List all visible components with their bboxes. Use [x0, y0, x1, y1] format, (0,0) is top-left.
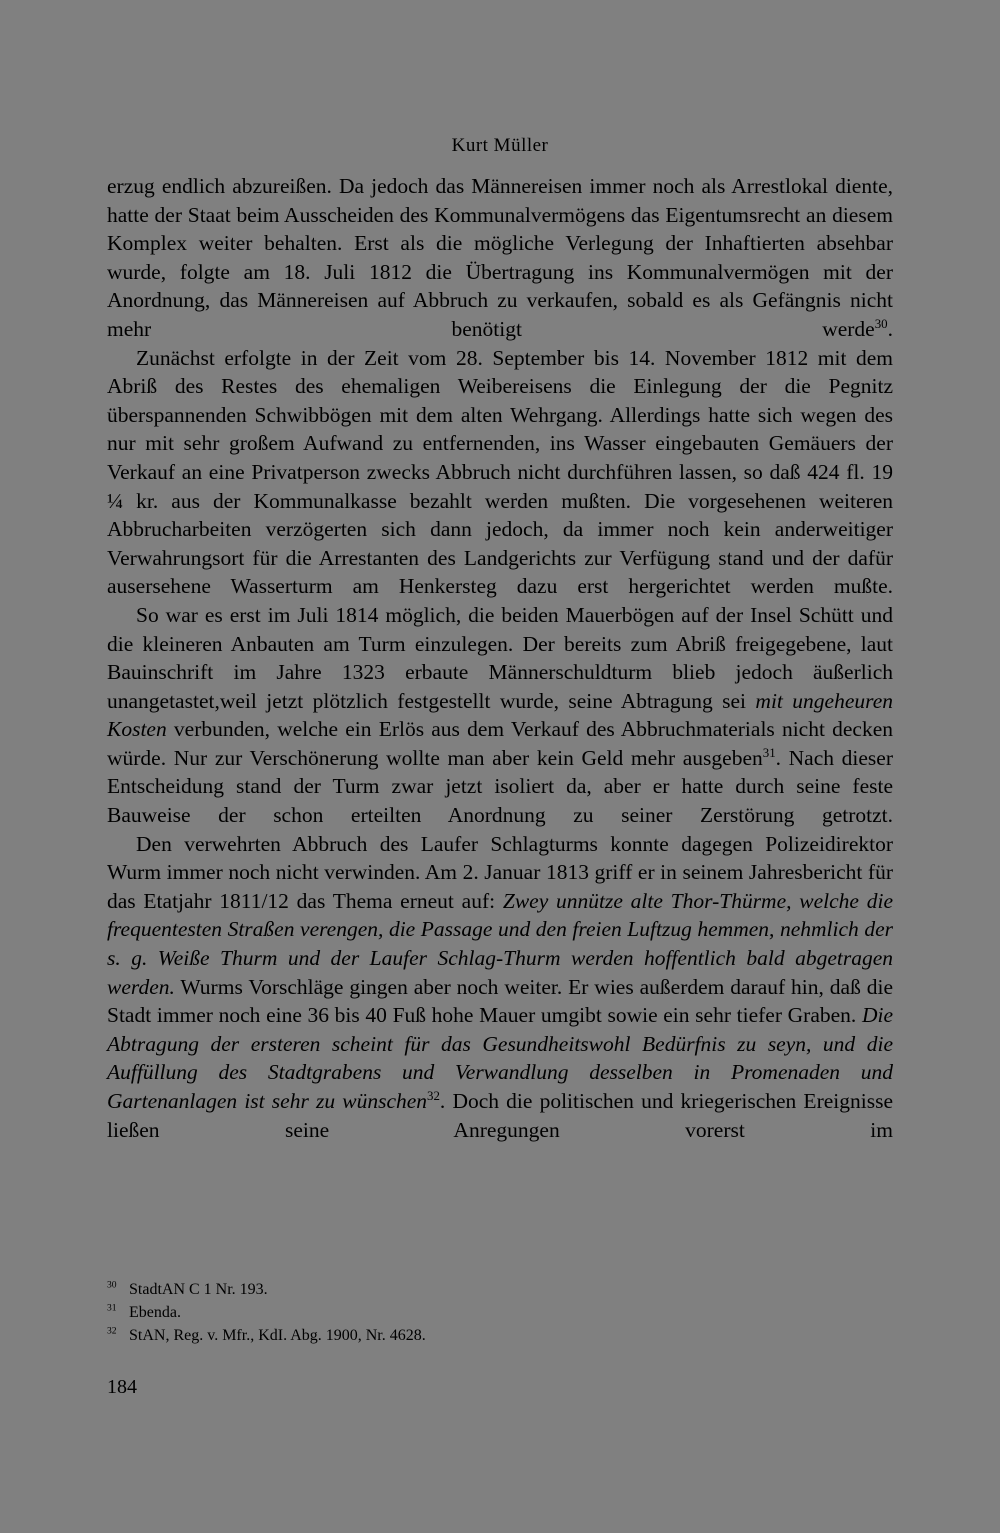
footnote-text: StAN, Reg. v. Mfr., KdI. Abg. 1900, Nr. 4628. — [129, 1327, 426, 1344]
paragraph — [107, 344, 893, 601]
footnote-text: StadtAN C 1 Nr. 193. — [129, 1281, 268, 1298]
footnote-number: 30 — [107, 1279, 117, 1291]
footnote-reference: 32 — [427, 1088, 440, 1103]
text-segment: verbunden, welche ein Erlös aus dem Verkauf des Abbruchmaterials nicht decken würde. Nur zur Verschönerung wollte man aber kein Geld mehr ausgeben — [107, 717, 893, 770]
text-segment: . Nach dieser Entscheidung stand der Turm zwar jetzt isoliert da, aber er hatte durch seine feste Bauweise der schon erteilten Anordnung zu seiner Zerstörung getrotzt. — [107, 745, 894, 828]
emphasis-quote: mit ungeheuren Kosten — [107, 688, 894, 742]
text-segment: erzug endlich abzureißen. Da jedoch das Männereisen immer noch als Arrestlokal diente, hatte der Staat beim Ausscheiden des Kommunalvermögens das Eigentumsrecht an diesem Komplex weiter behalten. Erst als die mögliche Verlegung der Inhaftierten absehbar wurde, folgte am 18. Juli 1812 die Übertragung ins Kommunalvermögen mit der Anordnung, das Männereisen auf Abbruch zu verkaufen, sobald es als Gefängnis nicht mehr benötigt werde — [107, 174, 893, 341]
paragraph — [107, 830, 893, 1145]
text-segment: So war es erst im Juli 1814 möglich, die beiden Mauerbögen auf der Insel Schütt und die kleineren Anbauten am Turm einzulegen. Der bereits zum Abriß freigegebene, laut Bauinschrift im Jahre 1323 erbaute Männerschuldturm blieb jedoch äußerlich unangetastet,weil jetzt plötzlich festgestellt wurde, seine Abtragung sei — [107, 602, 893, 713]
emphasis-quote: Die Abtragung der ersteren scheint für das Gesundheitswohl Bedürfnis zu seyn, und die Auffüllung des Stadtgrabens und Verwandlung desselben in Promenaden und Gartenanlagen ist sehr zu wünschen — [107, 1003, 893, 1113]
footnotes — [107, 1278, 893, 1347]
text-segment: Den verwehrten Abbruch des Laufer Schlagturms konnte dagegen Polizeidirektor Wurm immer noch nicht verwinden. Am 2. Januar 1813 griff er in seinem Jahresbericht für das Etatjahr 1811/12 das Thema erneut auf: — [107, 831, 893, 913]
paragraph — [107, 172, 893, 344]
page-number: 184 — [107, 1376, 137, 1398]
text-segment: . Doch die politischen und kriegerischen Ereignisse ließen seine Anregungen vorerst im — [107, 1089, 893, 1142]
footnote — [107, 1278, 893, 1301]
footnote-text: Ebenda. — [129, 1304, 181, 1321]
running-header: Kurt Müller — [451, 135, 549, 156]
text-segment: Wurms Vorschläge gingen aber noch weiter. Er wies außerdem darauf hin, daß die Stadt immer noch eine 36 bis 40 Fuß hohe Mauer umgibt sowie ein sehr tiefer Graben. — [107, 974, 893, 1028]
footnote-number: 31 — [107, 1302, 117, 1314]
footnote-number: 32 — [107, 1325, 117, 1337]
footnote-reference: 31 — [762, 745, 776, 760]
footnote — [107, 1301, 893, 1324]
paragraph — [107, 601, 893, 830]
footnote-reference: 30 — [874, 316, 888, 331]
footnote — [107, 1324, 893, 1347]
text-segment: . — [887, 316, 893, 341]
body-text — [107, 172, 893, 1144]
text-segment: Zunächst erfolgte in der Zeit vom 28. September bis 14. November 1812 mit dem Abriß des Restes des ehemaligen Weibereisens die Einlegung der die Pegnitz überspannenden Schwibbögen mit dem alten Wehrgang. Allerdings hatte sich wegen des nur mit sehr großem Aufwand zu entfernenden, ins Wasser eingebauten Gemäuers der Verkauf an eine Privatperson zwecks Abbruch nicht durchführen lassen, so daß 424 fl. 19 ¼ kr. aus der Kommunalkasse bezahlt werden mußten. Die vorgesehenen weiteren Abbrucharbeiten verzögerten sich dann jedoch, da immer noch kein anderweitiger Verwahrungsort für die Arrestanten des Landgerichts zur Verfügung stand und der dafür ausersehene Wasserturm am Henkersteg dazu erst hergerichtet werden mußte. — [107, 345, 893, 599]
emphasis-quote: Zwey unnütze alte Thor-Thürme, welche die frequentesten Straßen verengen, die Passage und den freien Luftzug hemmen, nehmlich der s. g. Weiße Thurm und der Laufer Schlag-Thurm werden hoffentlich bald abgetragen werden. — [107, 888, 893, 999]
